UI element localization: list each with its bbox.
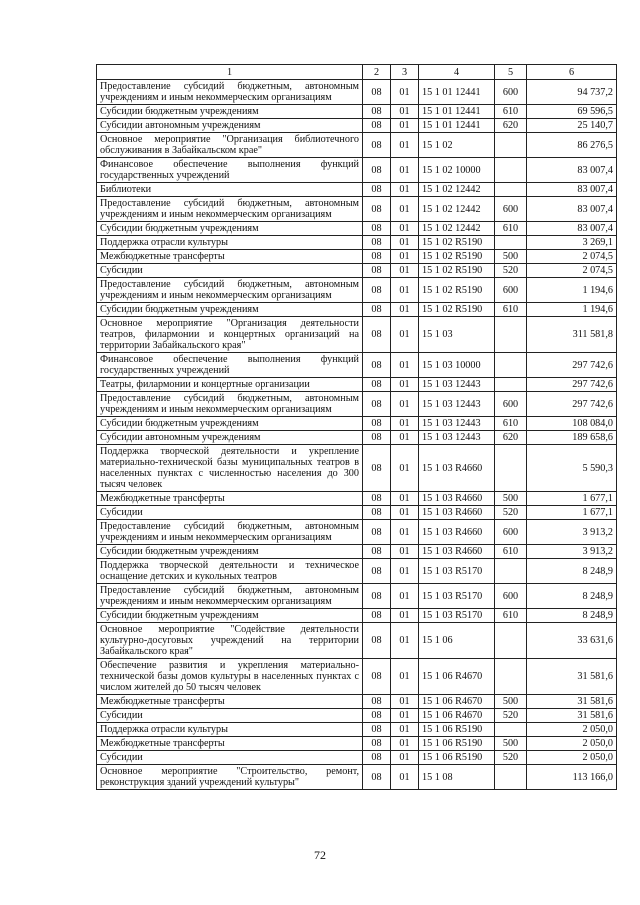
row-section: 08: [363, 250, 391, 264]
row-amount: 1 194,6: [527, 278, 617, 303]
row-section: 08: [363, 520, 391, 545]
row-amount: 2 050,0: [527, 723, 617, 737]
row-expense-type: 610: [495, 545, 527, 559]
row-amount: 2 074,5: [527, 264, 617, 278]
row-section: 08: [363, 765, 391, 790]
row-target-code: 15 1 06 R4670: [419, 695, 495, 709]
row-name: Субсидии бюджетным учреждениям: [97, 545, 363, 559]
row-amount: 83 007,4: [527, 197, 617, 222]
row-subsection: 01: [391, 119, 419, 133]
row-amount: 31 581,6: [527, 659, 617, 695]
row-amount: 3 913,2: [527, 520, 617, 545]
row-target-code: 15 1 03 R4660: [419, 492, 495, 506]
row-expense-type: 610: [495, 303, 527, 317]
row-name: Субсидии: [97, 506, 363, 520]
row-subsection: 01: [391, 623, 419, 659]
table-row: [97, 236, 617, 250]
row-name: Основное мероприятие "Организация библиотечного обслуживания в Забайкальском крае": [97, 133, 363, 158]
row-target-code: 15 1 01 12441: [419, 105, 495, 119]
table-row: [97, 545, 617, 559]
row-expense-type: [495, 183, 527, 197]
row-subsection: 01: [391, 659, 419, 695]
row-section: 08: [363, 506, 391, 520]
row-expense-type: 610: [495, 222, 527, 236]
row-subsection: 01: [391, 105, 419, 119]
row-amount: 3 913,2: [527, 545, 617, 559]
row-name: Поддержка отрасли культуры: [97, 723, 363, 737]
row-name: Предоставление субсидий бюджетным, автономным учреждениям и иным некоммерческим организациям: [97, 520, 363, 545]
row-section: 08: [363, 545, 391, 559]
row-subsection: 01: [391, 158, 419, 183]
row-expense-type: [495, 133, 527, 158]
table-row: [97, 197, 617, 222]
row-amount: 31 581,6: [527, 695, 617, 709]
row-amount: 33 631,6: [527, 623, 617, 659]
row-subsection: 01: [391, 303, 419, 317]
row-name: Субсидии бюджетным учреждениям: [97, 609, 363, 623]
row-amount: 5 590,3: [527, 445, 617, 492]
row-section: 08: [363, 392, 391, 417]
row-subsection: 01: [391, 353, 419, 378]
table-row: [97, 183, 617, 197]
row-subsection: 01: [391, 133, 419, 158]
row-section: 08: [363, 378, 391, 392]
row-name: Театры, филармонии и концертные организации: [97, 378, 363, 392]
table-row: [97, 317, 617, 353]
row-subsection: 01: [391, 492, 419, 506]
table-row: [97, 520, 617, 545]
row-expense-type: 520: [495, 751, 527, 765]
row-amount: 311 581,8: [527, 317, 617, 353]
row-amount: 1 677,1: [527, 492, 617, 506]
row-section: 08: [363, 431, 391, 445]
header-cell-6: 6: [527, 65, 617, 80]
table-header-row: [97, 65, 617, 80]
row-subsection: 01: [391, 378, 419, 392]
row-subsection: 01: [391, 445, 419, 492]
row-name: Основное мероприятие "Строительство, ремонт, реконструкция зданий учреждений культуры": [97, 765, 363, 790]
row-section: 08: [363, 105, 391, 119]
row-name: Финансовое обеспечение выполнения функций государственных учреждений: [97, 158, 363, 183]
row-amount: 108 084,0: [527, 417, 617, 431]
row-subsection: 01: [391, 751, 419, 765]
row-subsection: 01: [391, 392, 419, 417]
row-expense-type: 610: [495, 609, 527, 623]
row-expense-type: 500: [495, 737, 527, 751]
row-expense-type: 620: [495, 119, 527, 133]
row-target-code: 15 1 02: [419, 133, 495, 158]
row-section: 08: [363, 183, 391, 197]
table-row: [97, 559, 617, 584]
row-name: Предоставление субсидий бюджетным, автономным учреждениям и иным некоммерческим организациям: [97, 80, 363, 105]
row-amount: 83 007,4: [527, 158, 617, 183]
row-target-code: 15 1 06: [419, 623, 495, 659]
row-name: Поддержка отрасли культуры: [97, 236, 363, 250]
budget-table: [96, 64, 617, 790]
row-target-code: 15 1 08: [419, 765, 495, 790]
row-name: Субсидии бюджетным учреждениям: [97, 303, 363, 317]
table-row: [97, 264, 617, 278]
row-name: Субсидии бюджетным учреждениям: [97, 222, 363, 236]
table-row: [97, 250, 617, 264]
row-section: 08: [363, 623, 391, 659]
row-subsection: 01: [391, 222, 419, 236]
table-row: [97, 659, 617, 695]
row-section: 08: [363, 317, 391, 353]
row-target-code: 15 1 02 10000: [419, 158, 495, 183]
row-name: Субсидии: [97, 264, 363, 278]
row-amount: 31 581,6: [527, 709, 617, 723]
row-amount: 3 269,1: [527, 236, 617, 250]
header-cell-2: 2: [363, 65, 391, 80]
table-row: [97, 303, 617, 317]
row-name: Обеспечение развития и укрепления материально-технической базы домов культуры в населенных пунктах с числом жителей до 50 тысяч человек: [97, 659, 363, 695]
row-subsection: 01: [391, 765, 419, 790]
row-amount: 297 742,6: [527, 353, 617, 378]
row-subsection: 01: [391, 197, 419, 222]
row-subsection: 01: [391, 695, 419, 709]
row-section: 08: [363, 303, 391, 317]
row-target-code: 15 1 03 12443: [419, 417, 495, 431]
row-target-code: 15 1 02 R5190: [419, 264, 495, 278]
row-section: 08: [363, 445, 391, 492]
row-expense-type: 500: [495, 695, 527, 709]
row-section: 08: [363, 236, 391, 250]
budget-table-body: [97, 65, 617, 790]
row-expense-type: 620: [495, 431, 527, 445]
row-target-code: 15 1 02 12442: [419, 197, 495, 222]
row-target-code: 15 1 06 R4670: [419, 709, 495, 723]
row-section: 08: [363, 659, 391, 695]
row-target-code: 15 1 06 R5190: [419, 751, 495, 765]
table-row: [97, 133, 617, 158]
row-target-code: 15 1 03 12443: [419, 431, 495, 445]
row-expense-type: [495, 236, 527, 250]
row-name: Субсидии автономным учреждениям: [97, 431, 363, 445]
row-subsection: 01: [391, 584, 419, 609]
table-row: [97, 695, 617, 709]
row-target-code: 15 1 02 R5190: [419, 303, 495, 317]
table-row: [97, 492, 617, 506]
row-amount: 2 074,5: [527, 250, 617, 264]
row-expense-type: [495, 559, 527, 584]
row-expense-type: 600: [495, 278, 527, 303]
row-section: 08: [363, 197, 391, 222]
row-expense-type: [495, 723, 527, 737]
row-amount: 297 742,6: [527, 378, 617, 392]
row-subsection: 01: [391, 417, 419, 431]
row-expense-type: [495, 158, 527, 183]
table-row: [97, 445, 617, 492]
row-subsection: 01: [391, 278, 419, 303]
row-expense-type: 520: [495, 506, 527, 520]
row-name: Предоставление субсидий бюджетным, автономным учреждениям и иным некоммерческим организациям: [97, 392, 363, 417]
row-subsection: 01: [391, 737, 419, 751]
row-name: Субсидии бюджетным учреждениям: [97, 417, 363, 431]
row-expense-type: 600: [495, 80, 527, 105]
row-section: 08: [363, 278, 391, 303]
table-row: [97, 378, 617, 392]
table-row: [97, 765, 617, 790]
row-amount: 8 248,9: [527, 559, 617, 584]
header-cell-3: 3: [391, 65, 419, 80]
row-target-code: 15 1 06 R5190: [419, 723, 495, 737]
row-target-code: 15 1 03 R4660: [419, 445, 495, 492]
row-section: 08: [363, 222, 391, 236]
row-target-code: 15 1 01 12441: [419, 119, 495, 133]
row-expense-type: 600: [495, 392, 527, 417]
table-row: [97, 751, 617, 765]
row-target-code: 15 1 02 R5190: [419, 278, 495, 303]
row-amount: 94 737,2: [527, 80, 617, 105]
row-section: 08: [363, 133, 391, 158]
row-amount: 83 007,4: [527, 222, 617, 236]
row-name: Межбюджетные трансферты: [97, 250, 363, 264]
row-target-code: 15 1 03 R4660: [419, 506, 495, 520]
row-amount: 83 007,4: [527, 183, 617, 197]
row-amount: 113 166,0: [527, 765, 617, 790]
row-amount: 1 194,6: [527, 303, 617, 317]
row-subsection: 01: [391, 250, 419, 264]
row-subsection: 01: [391, 80, 419, 105]
row-section: 08: [363, 264, 391, 278]
row-subsection: 01: [391, 317, 419, 353]
row-amount: 8 248,9: [527, 584, 617, 609]
row-target-code: 15 1 06 R5190: [419, 737, 495, 751]
row-name: Финансовое обеспечение выполнения функций государственных учреждений: [97, 353, 363, 378]
row-expense-type: [495, 765, 527, 790]
row-amount: 1 677,1: [527, 506, 617, 520]
row-amount: 2 050,0: [527, 751, 617, 765]
row-target-code: 15 1 03 R5170: [419, 584, 495, 609]
row-expense-type: [495, 317, 527, 353]
row-section: 08: [363, 723, 391, 737]
row-expense-type: [495, 378, 527, 392]
table-row: [97, 506, 617, 520]
row-subsection: 01: [391, 431, 419, 445]
row-section: 08: [363, 417, 391, 431]
row-target-code: 15 1 03 12443: [419, 378, 495, 392]
row-target-code: 15 1 03 10000: [419, 353, 495, 378]
row-expense-type: 520: [495, 264, 527, 278]
row-target-code: 15 1 02 R5190: [419, 250, 495, 264]
row-target-code: 15 1 02 12442: [419, 222, 495, 236]
row-target-code: 15 1 06 R4670: [419, 659, 495, 695]
table-row: [97, 584, 617, 609]
row-section: 08: [363, 119, 391, 133]
row-amount: 2 050,0: [527, 737, 617, 751]
row-name: Поддержка творческой деятельности и техническое оснащение детских и кукольных театров: [97, 559, 363, 584]
row-name: Предоставление субсидий бюджетным, автономным учреждениям и иным некоммерческим организациям: [97, 584, 363, 609]
table-row: [97, 278, 617, 303]
row-subsection: 01: [391, 506, 419, 520]
row-section: 08: [363, 709, 391, 723]
row-name: Субсидии автономным учреждениям: [97, 119, 363, 133]
table-row: [97, 222, 617, 236]
row-name: Субсидии: [97, 709, 363, 723]
row-target-code: 15 1 03 R4660: [419, 520, 495, 545]
row-name: Основное мероприятие "Содействие деятельности культурно-досуговых учреждений на территории Забайкальского края": [97, 623, 363, 659]
table-row: [97, 723, 617, 737]
row-expense-type: 500: [495, 250, 527, 264]
row-section: 08: [363, 353, 391, 378]
row-subsection: 01: [391, 545, 419, 559]
row-section: 08: [363, 609, 391, 623]
row-name: Библиотеки: [97, 183, 363, 197]
row-expense-type: 600: [495, 520, 527, 545]
table-row: [97, 158, 617, 183]
row-expense-type: 600: [495, 197, 527, 222]
row-subsection: 01: [391, 236, 419, 250]
row-section: 08: [363, 80, 391, 105]
row-amount: 25 140,7: [527, 119, 617, 133]
row-expense-type: [495, 353, 527, 378]
row-section: 08: [363, 695, 391, 709]
row-name: Межбюджетные трансферты: [97, 737, 363, 751]
row-section: 08: [363, 584, 391, 609]
header-cell-4: 4: [419, 65, 495, 80]
row-expense-type: 600: [495, 584, 527, 609]
row-name: Межбюджетные трансферты: [97, 695, 363, 709]
row-name: Поддержка творческой деятельности и укрепление материально-технической базы муниципальных театров в населенных пунктах с численностью населения до 300 тысяч человек: [97, 445, 363, 492]
row-amount: 297 742,6: [527, 392, 617, 417]
row-amount: 69 596,5: [527, 105, 617, 119]
row-subsection: 01: [391, 709, 419, 723]
row-name: Субсидии бюджетным учреждениям: [97, 105, 363, 119]
row-name: Основное мероприятие "Организация деятельности театров, филармонии и концертных организаций на территории Забайкальского края": [97, 317, 363, 353]
row-expense-type: 520: [495, 709, 527, 723]
row-expense-type: 500: [495, 492, 527, 506]
table-row: [97, 431, 617, 445]
table-row: [97, 353, 617, 378]
row-subsection: 01: [391, 723, 419, 737]
row-subsection: 01: [391, 520, 419, 545]
table-row: [97, 737, 617, 751]
row-section: 08: [363, 559, 391, 584]
row-amount: 86 276,5: [527, 133, 617, 158]
row-section: 08: [363, 751, 391, 765]
row-expense-type: [495, 445, 527, 492]
row-target-code: 15 1 02 R5190: [419, 236, 495, 250]
row-subsection: 01: [391, 609, 419, 623]
row-target-code: 15 1 02 12442: [419, 183, 495, 197]
table-row: [97, 105, 617, 119]
table-row: [97, 623, 617, 659]
row-expense-type: [495, 659, 527, 695]
row-expense-type: 610: [495, 105, 527, 119]
table-row: [97, 80, 617, 105]
row-name: Предоставление субсидий бюджетным, автономным учреждениям и иным некоммерческим организациям: [97, 197, 363, 222]
row-target-code: 15 1 03 R5170: [419, 559, 495, 584]
row-name: Предоставление субсидий бюджетным, автономным учреждениям и иным некоммерческим организациям: [97, 278, 363, 303]
table-row: [97, 417, 617, 431]
row-target-code: 15 1 03 12443: [419, 392, 495, 417]
row-subsection: 01: [391, 183, 419, 197]
row-name: Межбюджетные трансферты: [97, 492, 363, 506]
row-amount: 189 658,6: [527, 431, 617, 445]
row-target-code: 15 1 03 R4660: [419, 545, 495, 559]
row-section: 08: [363, 737, 391, 751]
row-target-code: 15 1 03 R5170: [419, 609, 495, 623]
row-amount: 8 248,9: [527, 609, 617, 623]
row-target-code: 15 1 03: [419, 317, 495, 353]
row-subsection: 01: [391, 559, 419, 584]
table-row: [97, 392, 617, 417]
row-section: 08: [363, 158, 391, 183]
table-row: [97, 119, 617, 133]
table-row: [97, 609, 617, 623]
header-cell-1: 1: [97, 65, 363, 80]
table-row: [97, 709, 617, 723]
row-expense-type: [495, 623, 527, 659]
page-number: 72: [314, 848, 326, 862]
row-expense-type: 610: [495, 417, 527, 431]
row-target-code: 15 1 01 12441: [419, 80, 495, 105]
row-name: Субсидии: [97, 751, 363, 765]
row-subsection: 01: [391, 264, 419, 278]
row-section: 08: [363, 492, 391, 506]
header-cell-5: 5: [495, 65, 527, 80]
